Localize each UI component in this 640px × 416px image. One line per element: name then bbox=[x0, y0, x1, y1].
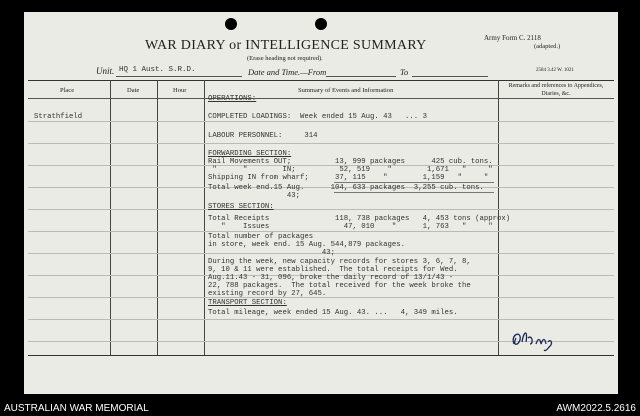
entry-during-line: existing record by 27, 645. bbox=[208, 290, 327, 298]
entry-total-mileage: Total mileage, week ended 15 Aug. 43. ... 4, 349 miles. bbox=[208, 309, 458, 317]
form-adapted: (adapted.) bbox=[534, 43, 561, 50]
ruled-line bbox=[28, 231, 614, 232]
signature bbox=[508, 324, 558, 354]
entry-during-line: Aug.11.43 - 31, 096, broke the daily record of 13/1/43 - bbox=[208, 274, 454, 282]
heading-transport-section: TRANSPORT SECTION: bbox=[208, 299, 287, 307]
to-label: To bbox=[400, 67, 409, 77]
ruled-line bbox=[28, 121, 614, 122]
entry-labour-personnel: LABOUR PERSONNEL: 314 bbox=[208, 132, 318, 140]
ruled-line bbox=[28, 209, 614, 210]
entry-total-week-cont: 43; bbox=[208, 192, 300, 200]
table-bottom-rule bbox=[28, 355, 614, 356]
document-subtitle: (Erase heading not required). bbox=[247, 55, 323, 62]
entry-during-line: During the week, new capacity records for stores 3, 6, 7, 8, bbox=[208, 258, 471, 266]
column-header-summary: Summary of Events and Information bbox=[298, 87, 394, 94]
column-header-hour: Hour bbox=[173, 87, 187, 94]
diary-page bbox=[24, 12, 618, 394]
ruled-line bbox=[28, 143, 614, 144]
to-underline bbox=[412, 76, 488, 77]
unit-value: HQ 1 Aust. S.R.D. bbox=[119, 66, 196, 74]
entry-during-line: 22, 788 packages. The total received for the week broke the bbox=[208, 282, 471, 290]
column-header-remarks: Remarks and references to Appendices, Diaries, &c. bbox=[508, 83, 604, 97]
entry-during-line: 9, 10 & 11 were established. The total receipts for Wed. bbox=[208, 266, 458, 274]
from-underline bbox=[326, 76, 396, 77]
entry-issues: " Issues 47, 010 " 1, 763 " " bbox=[208, 223, 493, 231]
sum-rule bbox=[334, 192, 494, 193]
entry-in-store: in store, week end. 15 Aug. 544,879 packages. bbox=[208, 241, 406, 249]
sum-rule bbox=[334, 182, 494, 183]
punch-hole bbox=[225, 18, 237, 30]
column-header-date: Date bbox=[127, 87, 140, 94]
heading-forwarding-section: FORWARDING SECTION: bbox=[208, 150, 292, 158]
column-header-place: Place bbox=[60, 87, 75, 94]
footer-catalogue-number: AWM2022.5.2616 bbox=[556, 403, 636, 414]
heading-stores-section: STORES SECTION: bbox=[208, 203, 274, 211]
place-entry: Strathfield bbox=[34, 113, 83, 121]
entry-in-store-cont: 43; bbox=[208, 249, 335, 257]
entry-total-receipts: Total Receipts 118, 738 packages 4, 453 tons (approx) bbox=[208, 215, 511, 223]
date-time-label: Date and Time.—From bbox=[248, 67, 327, 77]
punch-hole bbox=[315, 18, 327, 30]
entry-completed-loadings: COMPLETED LOADINGS: Week ended 15 Aug. 43 ... 3 bbox=[208, 113, 427, 121]
entry-total-number: Total number of packages bbox=[208, 233, 314, 241]
entry-rail-out: Rail Movements OUT; 13, 999 packages 425 cub. tons. bbox=[208, 158, 493, 166]
heading-operations: OPERATIONS: bbox=[208, 95, 257, 103]
print-code: 2584 3.42 W. 1021 bbox=[536, 68, 574, 73]
table-header-rule bbox=[28, 98, 614, 99]
entry-shipping-in: Shipping IN from wharf; 37, 115 " 1,159 " " bbox=[208, 174, 489, 182]
entry-total-week: Total week end.15 Aug. 104, 633 packages 3,255 cub. tons. bbox=[208, 184, 484, 192]
unit-underline bbox=[116, 76, 242, 77]
unit-label: Unit. bbox=[96, 66, 115, 76]
footer-credit: AUSTRALIAN WAR MEMORIAL bbox=[4, 403, 149, 414]
form-number: Army Form C. 2118 bbox=[484, 34, 541, 42]
table-top-rule bbox=[28, 80, 614, 81]
entry-rail-in: " " IN; 52, 519 " 1,671 " " bbox=[208, 166, 493, 174]
document-title: WAR DIARY or INTELLIGENCE SUMMARY bbox=[145, 38, 427, 53]
ruled-line bbox=[28, 319, 614, 320]
